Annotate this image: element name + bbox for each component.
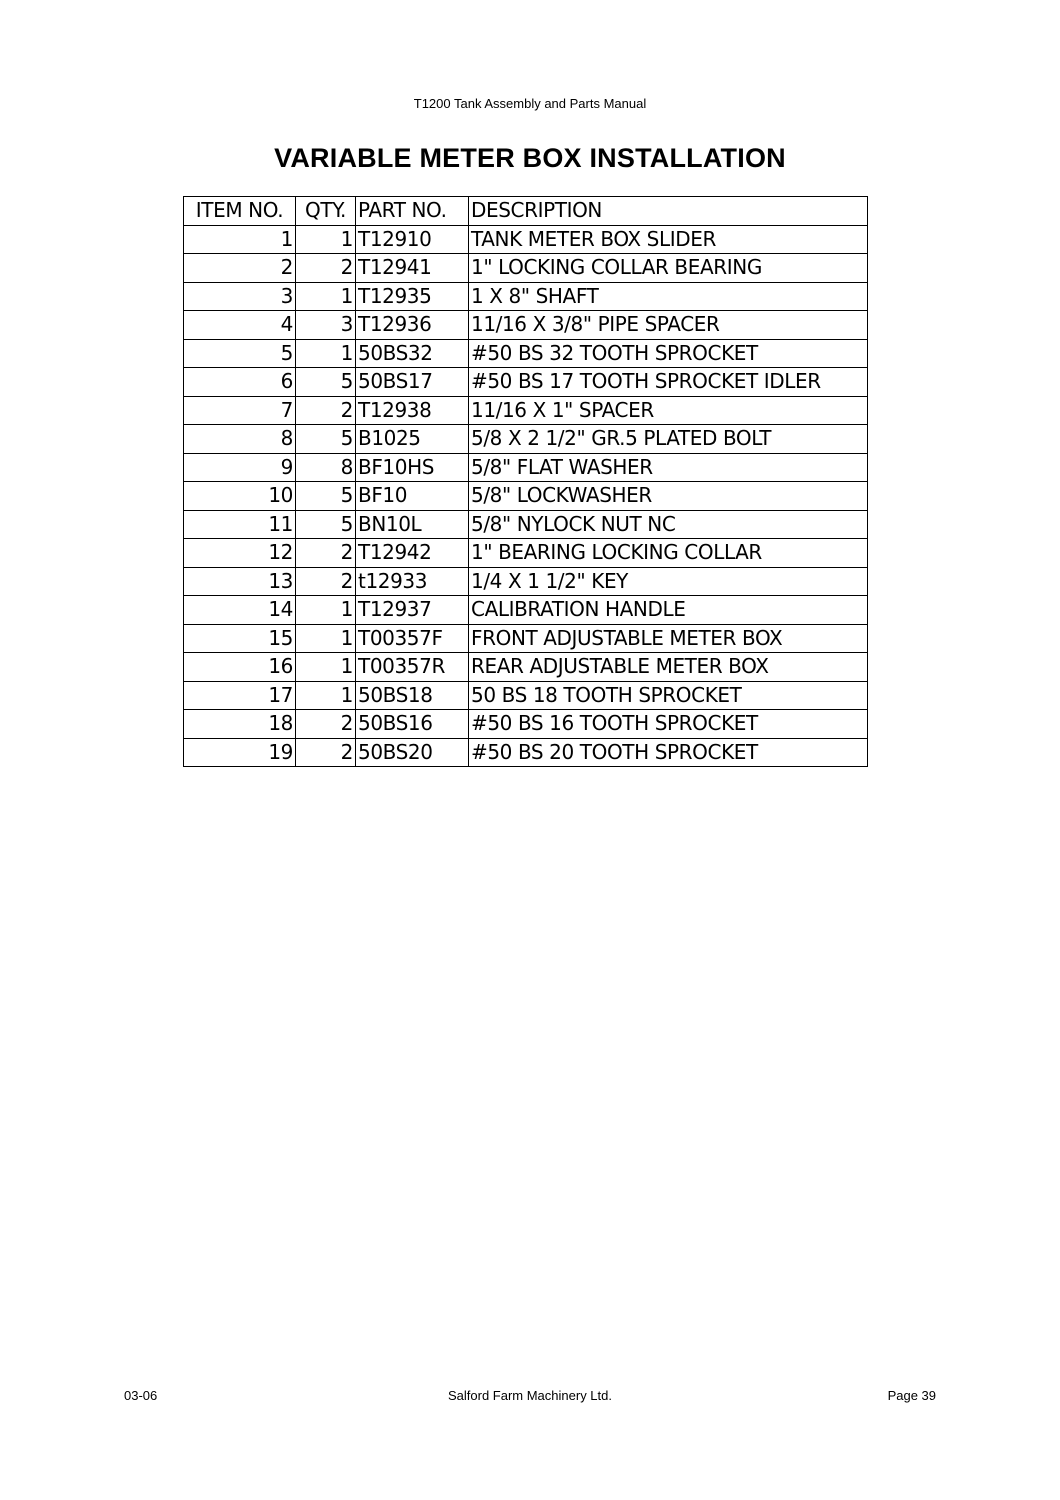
item-no-cell: 4 (184, 311, 296, 340)
footer-company: Salford Farm Machinery Ltd. (447, 1388, 612, 1403)
part-no-cell: T12936 (356, 311, 469, 340)
item-no-cell: 16 (184, 653, 296, 682)
footer-page-number: Page 39 (887, 1388, 936, 1403)
table-row (184, 254, 868, 283)
part-no-cell: 50BS32 (356, 339, 469, 368)
item-no-cell: 3 (184, 282, 296, 311)
description-cell: #50 BS 20 TOOTH SPROCKET (469, 738, 868, 767)
table-row (184, 624, 868, 653)
column-header-qty: QTY. (296, 197, 356, 226)
table-row (184, 453, 868, 482)
qty-cell: 1 (296, 282, 356, 311)
table-row (184, 567, 868, 596)
item-no-cell: 11 (184, 510, 296, 539)
part-no-cell: 50BS16 (356, 710, 469, 739)
part-no-cell: 50BS17 (356, 368, 469, 397)
description-cell: 11/16 X 3/8" PIPE SPACER (469, 311, 868, 340)
item-no-cell: 19 (184, 738, 296, 767)
description-cell: 50 BS 18 TOOTH SPROCKET (469, 681, 868, 710)
qty-cell: 5 (296, 482, 356, 511)
qty-cell: 1 (296, 225, 356, 254)
qty-cell: 1 (296, 596, 356, 625)
qty-cell: 1 (296, 624, 356, 653)
qty-cell: 1 (296, 653, 356, 682)
part-no-cell: T12942 (356, 539, 469, 568)
item-no-cell: 14 (184, 596, 296, 625)
part-no-cell: 50BS20 (356, 738, 469, 767)
part-no-cell: BF10 (356, 482, 469, 511)
qty-cell: 2 (296, 254, 356, 283)
item-no-cell: 10 (184, 482, 296, 511)
qty-cell: 1 (296, 339, 356, 368)
table-row (184, 396, 868, 425)
qty-cell: 2 (296, 539, 356, 568)
qty-cell: 2 (296, 396, 356, 425)
table-row (184, 653, 868, 682)
item-no-cell: 17 (184, 681, 296, 710)
description-cell: #50 BS 17 TOOTH SPROCKET IDLER (469, 368, 868, 397)
part-no-cell: 50BS18 (356, 681, 469, 710)
item-no-cell: 6 (184, 368, 296, 397)
part-no-cell: T12938 (356, 396, 469, 425)
part-no-cell: T12910 (356, 225, 469, 254)
description-cell: TANK METER BOX SLIDER (469, 225, 868, 254)
qty-cell: 5 (296, 510, 356, 539)
page-title: VARIABLE METER BOX INSTALLATION (274, 143, 786, 173)
qty-cell: 5 (296, 425, 356, 454)
qty-cell: 2 (296, 567, 356, 596)
description-cell: 5/8" NYLOCK NUT NC (469, 510, 868, 539)
table-row (184, 425, 868, 454)
page-header: T1200 Tank Assembly and Parts Manual (413, 96, 647, 111)
part-no-cell: T00357F (356, 624, 469, 653)
description-cell: 5/8" LOCKWASHER (469, 482, 868, 511)
table-row (184, 710, 868, 739)
item-no-cell: 1 (184, 225, 296, 254)
column-header-part-no: PART NO. (356, 197, 469, 226)
footer-date: 03-06 (124, 1388, 158, 1403)
table-row (184, 596, 868, 625)
description-cell: 1" BEARING LOCKING COLLAR (469, 539, 868, 568)
item-no-cell: 5 (184, 339, 296, 368)
qty-cell: 5 (296, 368, 356, 397)
part-no-cell: BN10L (356, 510, 469, 539)
table-row (184, 339, 868, 368)
table-row (184, 681, 868, 710)
part-no-cell: T12941 (356, 254, 469, 283)
item-no-cell: 18 (184, 710, 296, 739)
description-cell: FRONT ADJUSTABLE METER BOX (469, 624, 868, 653)
description-cell: 1" LOCKING COLLAR BEARING (469, 254, 868, 283)
part-no-cell: T00357R (356, 653, 469, 682)
parts-table (183, 196, 868, 767)
item-no-cell: 15 (184, 624, 296, 653)
part-no-cell: T12935 (356, 282, 469, 311)
description-cell: 11/16 X 1" SPACER (469, 396, 868, 425)
item-no-cell: 9 (184, 453, 296, 482)
table-header-row (184, 197, 868, 226)
item-no-cell: 13 (184, 567, 296, 596)
part-no-cell: t12933 (356, 567, 469, 596)
column-header-description: DESCRIPTION (469, 197, 868, 226)
table-row (184, 225, 868, 254)
table-row (184, 510, 868, 539)
qty-cell: 1 (296, 681, 356, 710)
description-cell: 1 X 8" SHAFT (469, 282, 868, 311)
description-cell: 5/8 X 2 1/2" GR.5 PLATED BOLT (469, 425, 868, 454)
qty-cell: 2 (296, 710, 356, 739)
description-cell: 1/4 X 1 1/2" KEY (469, 567, 868, 596)
parts-table-body (184, 225, 868, 767)
qty-cell: 2 (296, 738, 356, 767)
qty-cell: 3 (296, 311, 356, 340)
description-cell: 5/8" FLAT WASHER (469, 453, 868, 482)
description-cell: REAR ADJUSTABLE METER BOX (469, 653, 868, 682)
table-row (184, 311, 868, 340)
description-cell: CALIBRATION HANDLE (469, 596, 868, 625)
table-row (184, 282, 868, 311)
item-no-cell: 8 (184, 425, 296, 454)
description-cell: #50 BS 16 TOOTH SPROCKET (469, 710, 868, 739)
table-row (184, 738, 868, 767)
item-no-cell: 7 (184, 396, 296, 425)
description-cell: #50 BS 32 TOOTH SPROCKET (469, 339, 868, 368)
column-header-item-no: ITEM NO. (184, 197, 296, 226)
item-no-cell: 2 (184, 254, 296, 283)
table-row (184, 368, 868, 397)
table-row (184, 482, 868, 511)
qty-cell: 8 (296, 453, 356, 482)
part-no-cell: BF10HS (356, 453, 469, 482)
table-row (184, 539, 868, 568)
item-no-cell: 12 (184, 539, 296, 568)
part-no-cell: B1025 (356, 425, 469, 454)
part-no-cell: T12937 (356, 596, 469, 625)
